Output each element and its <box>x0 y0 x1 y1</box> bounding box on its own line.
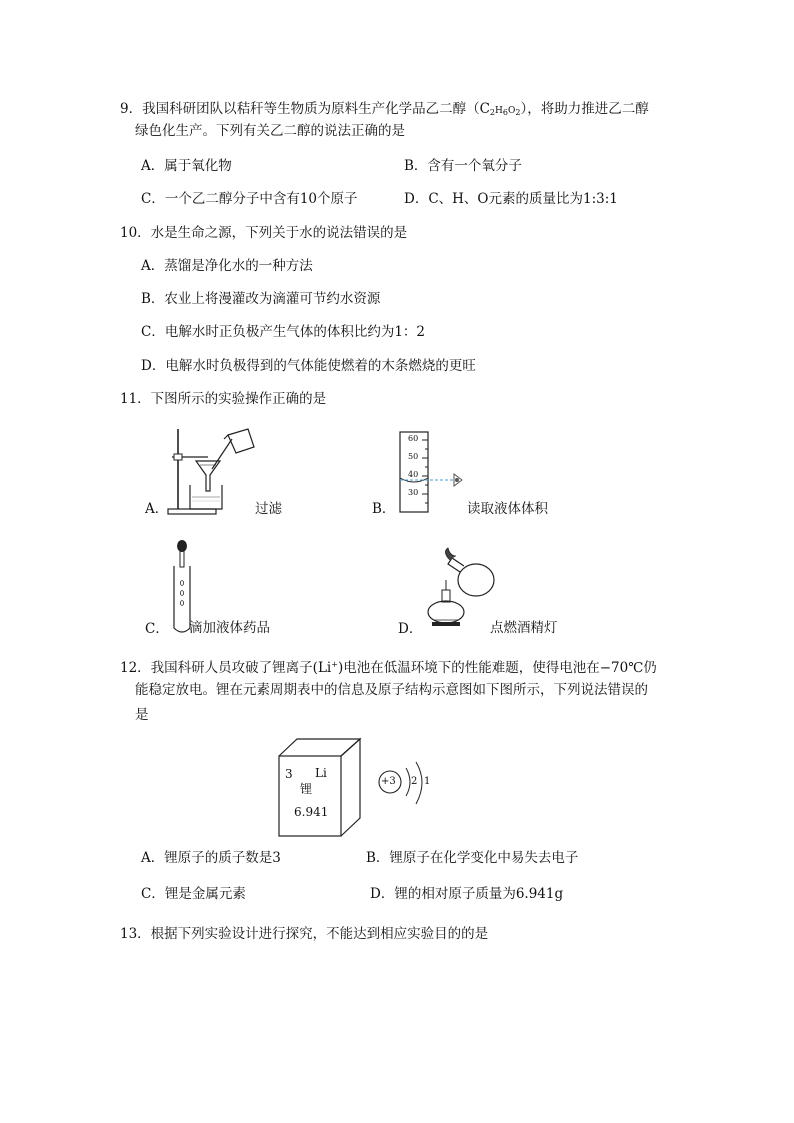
filtration-apparatus-image <box>160 425 260 517</box>
formula-sub: 6 <box>502 108 508 117</box>
element-symbol: Li <box>315 766 327 780</box>
formula-o: O <box>507 106 516 116</box>
q12-stem-line3: 是 <box>135 707 149 723</box>
q11-option-b-label: 读取液体体积 <box>467 501 548 517</box>
q12-option-d: D．锂的相对原子质量为6.941g <box>370 886 564 902</box>
q10-option-c: C．电解水时正负极产生气体的体积比约为1：2 <box>141 324 426 340</box>
tick-60: 60 <box>408 434 419 443</box>
tick-40: 40 <box>408 470 419 479</box>
q9-option-a: A．属于氧化物 <box>141 158 232 174</box>
q11-option-a-letter: A． <box>145 501 169 517</box>
q9-stem-text: 9．我国科研团队以秸秆等生物质为原料生产化学品乙二醇（C <box>120 101 490 117</box>
shell-2-electrons: 1 <box>424 776 431 787</box>
formula-sub: 2 <box>489 108 496 117</box>
q10-option-d: D．电解水时负极得到的气体能使燃着的木条燃烧的更旺 <box>141 358 476 374</box>
q10-option-a: A．蒸馏是净化水的一种方法 <box>141 258 313 274</box>
q11-option-b-letter: B． <box>372 501 396 517</box>
tick-50: 50 <box>408 452 419 461</box>
q9-stem-line2: 绿色化生产。下列有关乙二醇的说法正确的是 <box>135 123 405 139</box>
formula-sub: 2 <box>515 108 521 117</box>
q12-stem-line2: 能稳定放电。锂在元素周期表中的信息及原子结构示意图如下图所示，下列说法错误的 <box>135 682 648 698</box>
q12-option-b: B．锂原子在化学变化中易失去电子 <box>366 850 579 866</box>
q10-option-b: B．农业上将漫灌改为滴灌可节约水资源 <box>141 291 381 307</box>
q12-stem-text-end: )电池在低温环境下的性能难题，使得电池在−70℃仍 <box>337 660 657 676</box>
q12-stem-line1 <box>120 656 657 677</box>
q9-option-d: D．C、H、O元素的质量比为1:3:1 <box>404 191 618 207</box>
formula-h: H <box>495 106 503 116</box>
q9-option-c: C．一个乙二醇分子中含有10个原子 <box>141 191 358 207</box>
q12-option-a: A．锂原子的质子数是3 <box>141 850 281 866</box>
q13-stem: 13．根据下列实验设计进行探究，不能达到相应实验目的的是 <box>120 926 489 942</box>
atomic-number: 3 <box>285 767 293 781</box>
q11-option-d-letter: D． <box>398 621 423 637</box>
tick-30: 30 <box>408 488 419 497</box>
q11-stem: 11．下图所示的实验操作正确的是 <box>120 391 327 407</box>
atomic-mass: 6.941 <box>294 805 329 819</box>
element-name: 锂 <box>300 782 313 796</box>
li-ion-charge: + <box>331 660 338 669</box>
periodic-table-cell <box>278 738 362 838</box>
q12-stem-text: 12．我国科研人员攻破了锂离子(Li <box>120 660 332 676</box>
q9-stem-text-end: ），将助力推进乙二醇 <box>520 101 649 117</box>
q12-option-c: C．锂是金属元素 <box>141 886 246 902</box>
nucleus-charge: +3 <box>381 776 396 787</box>
q11-option-c-label: 滴加液体药品 <box>189 620 270 636</box>
q11-option-d-label: 点燃酒精灯 <box>490 620 558 636</box>
shell-1-electrons: 2 <box>411 776 418 787</box>
q10-stem: 10．水是生命之源，下列关于水的说法错误的是 <box>120 225 408 241</box>
q11-option-c-letter: C． <box>145 621 169 637</box>
q9-option-b: B．含有一个氧分子 <box>404 158 522 174</box>
q11-option-a-label: 过滤 <box>255 501 282 517</box>
q9-stem-line1 <box>120 100 649 122</box>
